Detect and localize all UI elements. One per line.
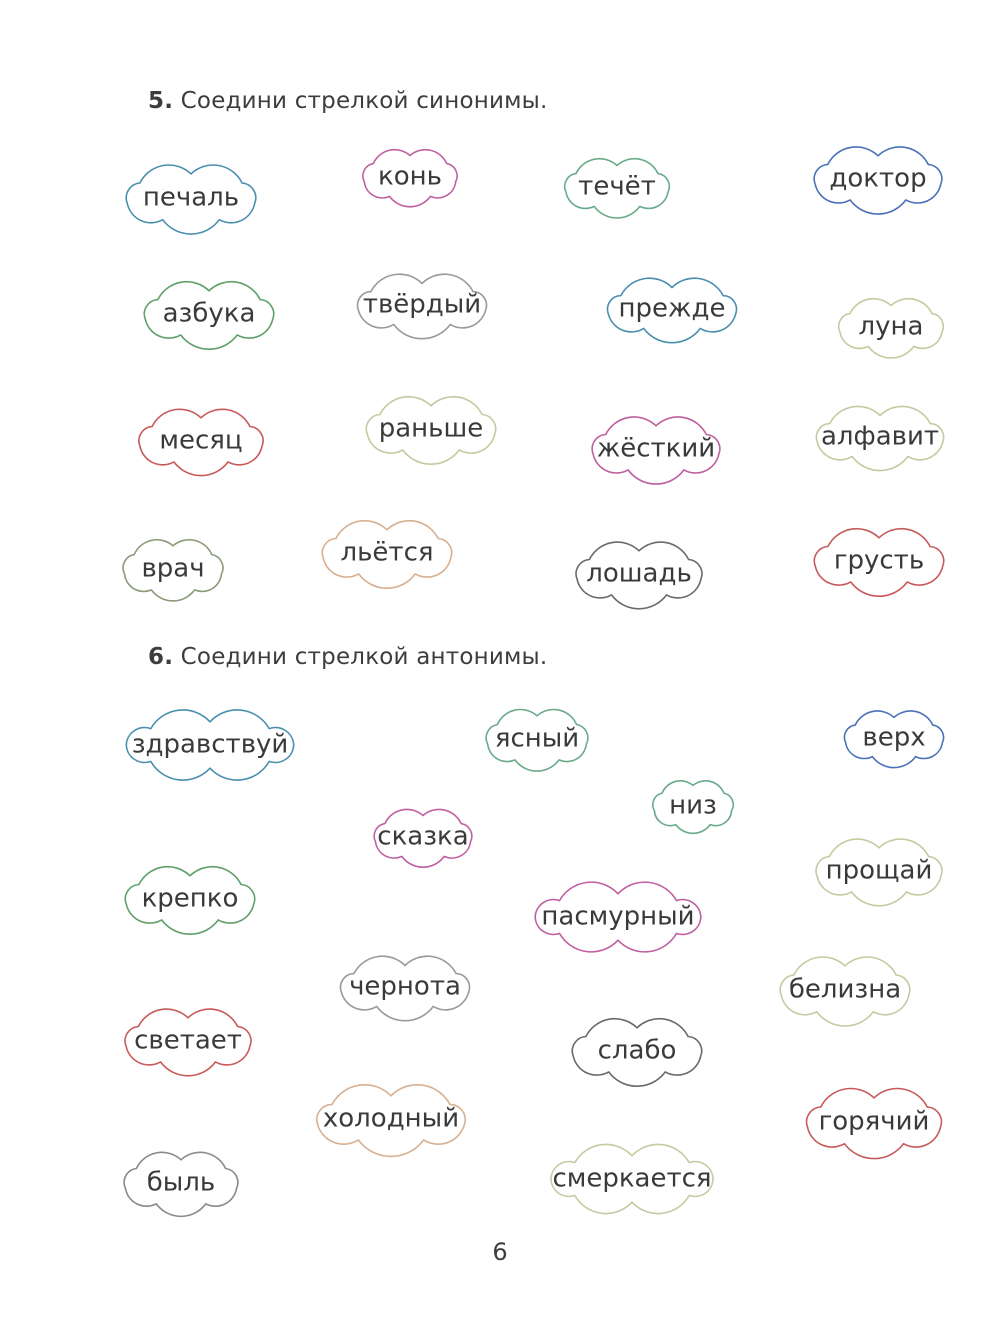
antonym-word-cloud: [305, 1088, 477, 1150]
synonym-word-cloud: [806, 408, 954, 466]
exercise-5-number: 5.: [148, 88, 174, 114]
antonym-word: чернота: [349, 971, 461, 1002]
synonym-word: льётся: [340, 537, 434, 568]
synonym-word: течёт: [578, 171, 656, 202]
antonym-word-cloud: [646, 778, 740, 834]
antonym-word-cloud: [540, 1148, 724, 1210]
synonym-word-cloud: [582, 418, 730, 480]
antonym-word-cloud: [330, 958, 480, 1016]
synonym-word: азбука: [162, 298, 256, 329]
antonym-word: прощай: [825, 855, 933, 886]
synonym-word: твёрдый: [362, 289, 482, 320]
synonym-word-cloud: [830, 298, 952, 356]
antonym-word: слабо: [597, 1035, 677, 1066]
antonym-word-cloud: [366, 808, 480, 866]
synonym-word-cloud: [556, 158, 678, 216]
antonym-word: верх: [862, 722, 926, 753]
synonym-word: лошадь: [586, 558, 692, 589]
synonym-word-cloud: [356, 398, 506, 460]
antonym-word: здравствуй: [131, 729, 289, 760]
synonym-word: прежде: [618, 293, 726, 324]
antonym-word: светает: [134, 1025, 242, 1056]
antonym-word-cloud: [796, 1090, 952, 1154]
antonym-word: смеркается: [552, 1163, 712, 1194]
exercise-6-text: Соедини стрелкой антонимы.: [180, 644, 548, 670]
antonym-word: крепко: [141, 883, 239, 914]
antonym-word: сказка: [377, 821, 469, 852]
synonym-word-cloud: [355, 148, 465, 206]
synonym-word-cloud: [566, 543, 712, 605]
synonym-word: раньше: [378, 413, 484, 444]
synonym-word: врач: [141, 553, 205, 584]
synonym-word: грусть: [833, 545, 925, 576]
page-number: 6: [492, 1238, 508, 1266]
antonym-word: ясный: [494, 723, 580, 754]
synonym-word-cloud: [129, 410, 273, 472]
antonym-word-cloud: [770, 958, 920, 1022]
synonym-word: конь: [378, 161, 442, 192]
synonym-word: алфавит: [820, 421, 940, 452]
synonym-word-cloud: [116, 166, 266, 230]
exercise-6-number: 6.: [148, 644, 174, 670]
synonym-word-cloud: [804, 148, 952, 210]
synonym-word-cloud: [804, 530, 954, 592]
antonym-word-cloud: [524, 886, 712, 948]
exercise-6-heading: [148, 644, 547, 670]
antonym-word: быль: [146, 1167, 216, 1198]
synonym-word-cloud: [115, 538, 231, 600]
synonym-word: месяц: [159, 425, 243, 456]
antonym-word: холодный: [322, 1103, 460, 1134]
antonym-word-cloud: [115, 868, 265, 930]
synonym-word-cloud: [597, 280, 747, 338]
antonym-word-cloud: [115, 714, 305, 776]
synonym-word: доктор: [829, 163, 927, 194]
antonym-word: горячий: [818, 1106, 930, 1137]
synonym-word-cloud: [312, 522, 462, 584]
antonym-word-cloud: [115, 1010, 261, 1072]
antonym-word-cloud: [836, 710, 952, 766]
antonym-word: пасмурный: [541, 901, 695, 932]
antonym-word: низ: [669, 790, 717, 821]
antonym-word: белизна: [788, 974, 902, 1005]
synonym-word: луна: [858, 311, 924, 342]
synonym-word-cloud: [347, 276, 497, 334]
antonym-word-cloud: [115, 1152, 247, 1214]
exercise-5-text: Соедини стрелкой синонимы.: [180, 88, 548, 114]
antonym-word-cloud: [562, 1020, 712, 1082]
synonym-word: жёсткий: [596, 433, 716, 464]
antonym-word-cloud: [806, 840, 952, 902]
synonym-word-cloud: [134, 283, 284, 345]
synonym-word: печаль: [142, 182, 240, 213]
exercise-5-heading: [148, 88, 548, 114]
antonym-word-cloud: [478, 708, 596, 770]
